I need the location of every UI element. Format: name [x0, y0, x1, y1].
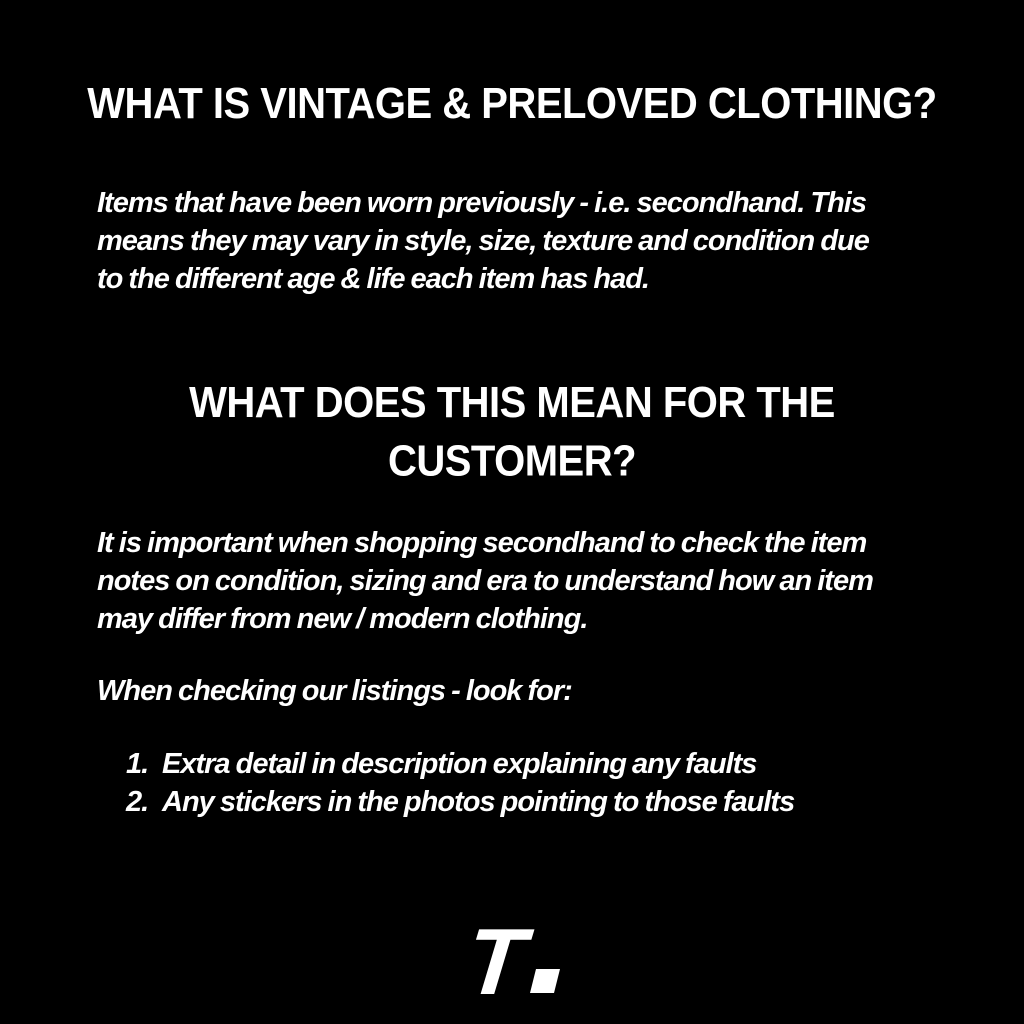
brand-logo [0, 909, 1024, 1014]
intro-line-2: means they may vary in style, size, texture and condition due [97, 225, 869, 257]
intro-line-3: to the different age & life each item has had. [97, 263, 649, 295]
checklist-item [126, 783, 794, 821]
logo-letter-t: T [461, 909, 530, 1014]
intro-line-1: Items that have been worn previously - i.e. secondhand. This [97, 187, 866, 219]
listings-prompt: When checking our listings - look for: [97, 675, 572, 707]
customer-note-paragraph [97, 524, 947, 638]
customer-note-line-2: notes on condition, sizing and era to understand how an item [97, 565, 873, 597]
section-heading-customer [0, 374, 1024, 491]
page-title: WHAT IS VINTAGE & PRELOVED CLOTHING? [87, 80, 937, 128]
checklist-item-text: Extra detail in description explaining any faults [162, 748, 757, 780]
customer-note-line-1: It is important when shopping secondhand to check the item [97, 527, 867, 559]
customer-note-line-3: may differ from new / modern clothing. [97, 603, 588, 635]
checklist-item-number: 1. [126, 748, 149, 780]
intro-paragraph [97, 184, 947, 298]
checklist-item [126, 745, 794, 783]
logo-period-icon [530, 969, 560, 993]
section-heading-line-1: WHAT DOES THIS MEAN FOR THE [189, 379, 835, 427]
fault-checklist [126, 745, 794, 821]
checklist-item-text: Any stickers in the photos pointing to those faults [162, 786, 795, 818]
section-heading-line-2: CUSTOMER? [387, 437, 637, 486]
checklist-item-number: 2. [126, 786, 149, 818]
